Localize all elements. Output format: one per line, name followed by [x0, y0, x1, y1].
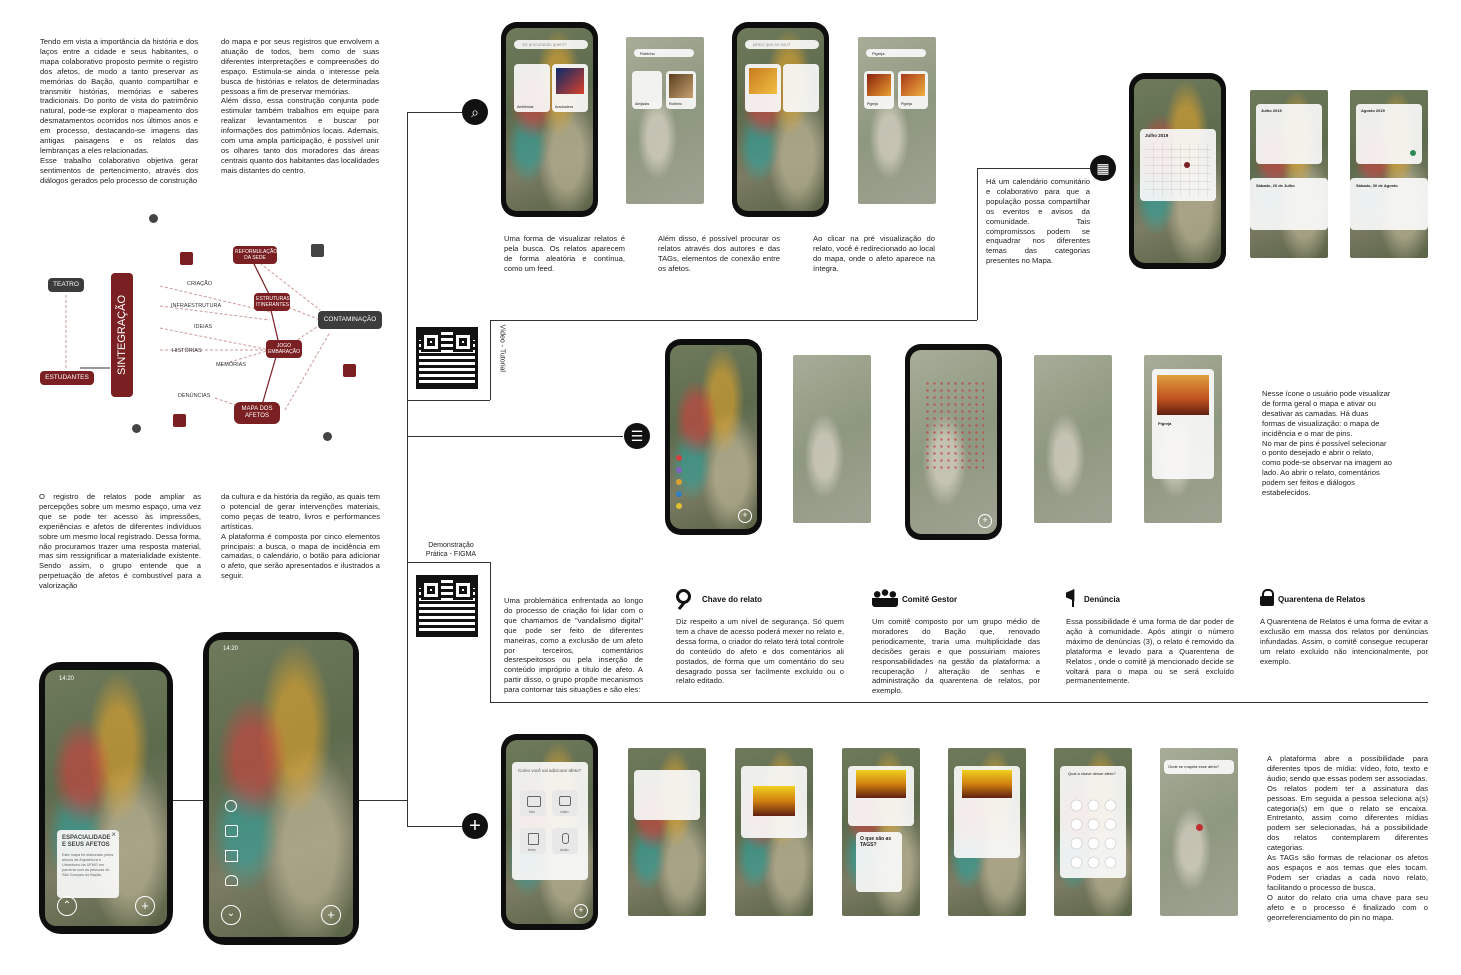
audio-option[interactable]: [552, 828, 578, 854]
screen-relato-open: [1144, 355, 1222, 523]
lock-icon-body: [1260, 596, 1274, 606]
popup-text: Este mapa foi elaborado pelos alunos de Arquitetura e Urbanismo da UFMG em parceria com as pessoas de São Gonçalo do Bação.: [62, 853, 114, 877]
deco-square: [311, 244, 324, 257]
calendar-month: Julho 2019: [1261, 108, 1282, 113]
label-denuncias: DENÚNCIAS: [178, 393, 211, 399]
add-text: [1267, 754, 1428, 922]
add-icon[interactable]: +: [574, 904, 588, 918]
sintegracao-label: SINTEGRAÇÃO: [116, 294, 128, 376]
relato-card[interactable]: [1152, 369, 1214, 479]
result-card-label: Aleijadas: [635, 102, 650, 106]
problem-text: Uma problemática enfrentada ao longo do processo de criação foi lidar com o que chamamos de "vandalismo digital" que pode ser feito de diferentes maneiras, como a exclusão de um afeto por terceiros, comentários desrespeitosos ou pela inserção de conteúdo impróprio a título de afeto. A partir disso, o grupo propõe mecanismos para contornar tais situações e são eles:: [504, 596, 643, 695]
phone-search-feed: [501, 22, 598, 217]
photo-option[interactable]: [520, 790, 546, 816]
add-icon[interactable]: +: [462, 813, 488, 839]
layers-icon[interactable]: [225, 825, 238, 837]
preview-image: [962, 770, 1012, 798]
figma-label: Demonstração Prática - FIGMA: [425, 542, 477, 558]
result-card[interactable]: [898, 71, 928, 109]
preview-modal: [954, 766, 1020, 858]
deco-dot: [132, 424, 141, 433]
map-screen: [735, 748, 813, 916]
map-screen: [506, 28, 593, 211]
mechanism-title: Quarentena de Relatos: [1278, 595, 1366, 604]
preview-image: [753, 786, 795, 816]
connector: [490, 320, 977, 321]
connector: [407, 112, 408, 826]
result-card-image: [669, 74, 693, 98]
figma-qr-code[interactable]: [416, 575, 478, 637]
map-screen: [1144, 355, 1222, 523]
add-text-p4: O autor do relato cria uma chave para seu afeto e o processo é finalizado com o georreferenciamento do pin no mapa.: [1267, 892, 1428, 922]
label-criacao: CRIAÇÃO: [187, 281, 213, 287]
result-card-image: [901, 74, 925, 96]
add-question: Como você vai adicionar afeto?: [518, 768, 582, 773]
calendar-month: Agosto 2019: [1361, 108, 1385, 113]
connector: [173, 800, 203, 801]
registro-col2: [221, 492, 380, 581]
search-bar[interactable]: [634, 49, 694, 57]
screen-search-result: [858, 37, 936, 204]
layer-toggle-blue[interactable]: [676, 491, 682, 497]
connector: [977, 168, 1090, 169]
map-screen: [948, 748, 1026, 916]
map-screen: [793, 355, 871, 523]
event-date: Sábado, 20 de Julho: [1256, 183, 1295, 188]
text-option[interactable]: [520, 828, 546, 854]
contaminacao-node: CONTAMINAÇÃO: [318, 311, 382, 329]
screen-calendar-august: [1350, 90, 1428, 258]
map-screen: [626, 37, 704, 204]
chevron-up-icon[interactable]: ⌃: [57, 896, 77, 916]
map-screen: [1134, 79, 1221, 263]
today-marker: [1410, 150, 1416, 156]
calendar-month: Julho 2019: [1145, 133, 1169, 138]
phone-layers-pins: [905, 344, 1002, 540]
deco-square: [180, 252, 193, 265]
result-card-label: Pigreja: [867, 102, 878, 106]
feed-card[interactable]: [783, 64, 819, 112]
add-icon[interactable]: +: [321, 905, 341, 925]
pin-cluster: [924, 380, 984, 470]
deco-dot: [323, 432, 332, 441]
connector: [407, 112, 462, 113]
map-screen: [1054, 748, 1132, 916]
video-icon: [559, 796, 571, 806]
phone-add-media: [501, 734, 598, 930]
camera-icon: [527, 796, 541, 807]
label-historias: HISTÓRIAS: [172, 348, 202, 354]
microphone-icon: [562, 833, 569, 844]
mechanism-text: A Quarentena de Relatos é uma forma de evitar a exclusão em massa dos relatos por denúncias infundadas. Assim, o comitê consegue recuperar um relato excluído não intencionalmente, por exemplo.: [1260, 617, 1428, 666]
layer-toggle-purple[interactable]: [676, 467, 682, 473]
phone-main-map: [203, 632, 359, 945]
screen-add-location: [1160, 748, 1238, 916]
search-query: Pigreja: [872, 51, 885, 56]
connector: [407, 826, 462, 827]
screen-add-2: [628, 748, 706, 916]
video-option-label: vídeo: [560, 810, 569, 814]
search-bar[interactable]: [514, 40, 588, 49]
screen-add-3: [735, 748, 813, 916]
layer-toggle-red[interactable]: [676, 455, 682, 461]
mechanism-title: Denúncia: [1084, 595, 1121, 604]
screen-layers-4: [1034, 355, 1112, 523]
video-label: Vídeo - Tutorial: [498, 324, 506, 372]
search-caption-1: Uma forma de visualizar relatos é pela busca. Os relatos aparecem de forma aleatória e contínua, como um feed.: [504, 234, 625, 273]
connector: [407, 562, 490, 563]
keypad-modal: [1060, 766, 1126, 878]
feed-card[interactable]: [552, 64, 588, 112]
connector: [407, 400, 490, 401]
chevron-down-icon[interactable]: ⌄: [221, 905, 241, 925]
map-screen: [1350, 90, 1428, 258]
users-icon[interactable]: [225, 875, 238, 886]
event-date: Sábado, 30 de Agosto: [1356, 183, 1398, 188]
status-time: 14:20: [223, 646, 239, 652]
search-caption-3: Ao clicar na pré visualização do relato, você é redirecionado ao local do mapa, onde o afeto aparece na íntegra.: [813, 234, 935, 273]
screen-add-5: [948, 748, 1026, 916]
preview-modal: [741, 766, 807, 838]
keypad[interactable]: [1068, 796, 1118, 872]
search-bar[interactable]: [745, 40, 819, 49]
search-icon[interactable]: [225, 800, 237, 812]
feed-card-label: Ambiência: [517, 105, 534, 109]
phone-calendar: [1129, 73, 1226, 269]
event-list[interactable]: [1250, 178, 1328, 230]
map-screen: [858, 37, 936, 204]
intro-col2-p1: do mapa e por seus registros que envolvem a atuação de todos, bem como de suas diferentes interpretações e compreensões do espaço. Estimula-se ainda o interesse pela busca de histórias e relatos de determinadas pessoas a fim de preservar memórias.: [221, 37, 379, 96]
add-icon[interactable]: +: [135, 896, 155, 916]
map-screen: [842, 748, 920, 916]
tags-popup: [856, 832, 902, 892]
label-memorias: MEMÓRIAS: [216, 362, 246, 368]
location-prompt: [1164, 760, 1234, 774]
result-card-label: Robinho: [669, 102, 683, 106]
map-screen: [628, 748, 706, 916]
add-text-p2: Os relatos podem ter a assinatura das pessoas. Em seguida a pessoa seleciona a(s) categoria(s) em que o relato se encaixa. Entretanto, assim como diferentes mídias podem ser selecionadas, há a possibilidade dos relatos contemplarem diferentes categorias.: [1267, 783, 1428, 853]
feed-card[interactable]: [514, 64, 550, 112]
connector: [359, 800, 408, 801]
map-screen: [670, 345, 757, 529]
connector: [490, 320, 491, 400]
result-card[interactable]: [666, 71, 696, 109]
result-card[interactable]: [632, 71, 662, 109]
map-screen: [1160, 748, 1238, 916]
registro-col1-p1: O registro de relatos pode ampliar as percepções sobre um mesmo espaço, uma vez que se pode ter acesso às impressões, experiências e afetos de diferentes indivíduos sobre um mesmo local registrado. Dessa forma, não procuramos trazer uma resposta material, mas sim ressignificar a materialidade existente. Sendo assim, o grupo entende que a perpetuação de afetos é combustível para a valorização: [39, 492, 201, 591]
map-screen: [1250, 90, 1328, 258]
mechanism-text: Essa possibilidade é uma forma de dar poder de ação à comunidade. Após atingir o número máximo de denúncias (3), o relato é removido da plataforma e levado para a Quarentena de Relatos , onde o comitê já mencionado decide se voltará para o mapa ou se será excluído permanentemente.: [1066, 617, 1234, 686]
layers-text-p2: No mar de pins é possível selecionar o ponto desejado e abrir o relato, como pode-se observar na imagem ao lado. Ao abrir o relato, comentários podem ser feitos e diálogos estabelecidos.: [1262, 438, 1393, 498]
add-icon[interactable]: +: [978, 514, 992, 528]
add-text-p1: A plataforma abre a possibilidade para diferentes tipos de mídia: vídeo, foto, texto e áudio; sendo que essas podem ser associadas.: [1267, 754, 1428, 783]
intro-col2: [221, 37, 379, 176]
registro-col2-p2: A plataforma é composta por cinco elementos principais: a busca, o mapa de incidência em camadas, o calendário, o botão para adicionar o afeto, que serão apresentados e ilustrados a seguir.: [221, 531, 380, 581]
phone-intro-popup: [39, 662, 173, 934]
result-card-image: [867, 74, 891, 96]
mechanism-text: Diz respeito a um nível de segurança. Só quem tem a chave de acesso poderá mexer no relato e, dessa forma, o criador do relato terá total controle do conteúdo do afeto e dos comentários ali postados, de forma que um comentário do seu desagrado possa ser facilmente excluído ou o relato editado.: [676, 617, 844, 686]
deco-square: [173, 414, 186, 427]
layer-toggle-yellow[interactable]: [676, 503, 682, 509]
event-list[interactable]: [1350, 178, 1428, 230]
add-text-p3: As TAGs são formas de relacionar os afetos aos espaços e aos temas que eles tocam. Podem ser criadas a cada novo relato, facilitando o processo de busca.: [1267, 853, 1428, 892]
estruturas-node: ESTRUTURAS ITINERANTES: [254, 293, 290, 311]
screen-search-author: [626, 37, 704, 204]
search-bar[interactable]: [866, 49, 926, 57]
location-question: Onde se mapeia esse afeto?: [1168, 764, 1220, 769]
add-icon[interactable]: +: [738, 509, 752, 523]
map-screen: [1034, 355, 1112, 523]
relato-image: [1157, 375, 1209, 415]
map-screen: [506, 740, 593, 924]
label-ideias: IDEIAS: [194, 324, 213, 330]
search-icon[interactable]: ⌕: [462, 99, 488, 125]
calendar-grid: [1145, 143, 1211, 197]
reformulacao-node: REFORMULAÇÃO DA SEDE: [233, 246, 277, 264]
relato-title: Pigreja: [1158, 421, 1172, 426]
preview-image: [856, 770, 906, 798]
result-card[interactable]: [864, 71, 894, 109]
feed-card-image: [749, 68, 777, 94]
key-icon-stem: [678, 602, 685, 610]
registro-col2-p1: da cultura e da história da região, as quais tem o potencial de gerar intervenções materiais, como peças de teatro, livros e performances artísticas.: [221, 492, 380, 531]
mechanism-title: Chave do relato: [702, 595, 763, 604]
sintegracao-node: [111, 273, 133, 397]
intro-col1-p2: Esse trabalho colaborativo objetiva gerar sentimentos de pertencimento, através dos diálogos gerados pelo processo de construção: [40, 155, 198, 185]
megaphone-icon-handle: [1072, 599, 1074, 607]
deco-dot: [149, 214, 158, 223]
calendar-text: Há um calendário comunitário e colaborativo para que a população possa compartilhar os eventos e avisos da comunidade. Tais compromissos podem se enquadrar nos diferentes temas das categorias presentes no Mapa.: [986, 177, 1090, 266]
video-option[interactable]: [552, 790, 578, 816]
sintegracao-diagram: [30, 200, 390, 450]
feed-card[interactable]: [745, 64, 781, 112]
feed-card-image: [556, 68, 584, 94]
teatro-node: TEATRO: [48, 278, 84, 292]
registro-col1: [39, 492, 201, 591]
deco-square: [343, 364, 356, 377]
intro-col1: [40, 37, 198, 186]
map-screen: [910, 350, 997, 534]
mechanism-title: Comitê Gestor: [902, 595, 958, 604]
group-icon: [872, 589, 898, 607]
pencil-icon: [528, 833, 539, 845]
connector: [407, 436, 623, 437]
map-screen: [45, 670, 167, 926]
phone-search-tags: [732, 22, 829, 217]
audio-option-label: áudio: [560, 848, 569, 852]
layers-text-p1: Nesse ícone o usuário pode visualizar de forma geral o mapa e ativar ou desativar as camadas. Há duas formas de visualização: o mapa de incidência e o mar de pins.: [1262, 389, 1391, 438]
calendar-icon[interactable]: ▦: [1090, 155, 1116, 181]
feed-card-label: Arachadera: [555, 105, 574, 109]
screen-add-key: [1054, 748, 1132, 916]
search-query: Robinho: [640, 51, 655, 56]
intro-col2-p2: Além disso, essa construção conjunta pode estimular também trabalhos em equipe para realizar levantamentos e buscar por informações dos patrimônios locais. Ademais, com uma ampla participação, é possível unir os olhares tanto dos moradores das áreas centrais quanto dos habitantes das localidades mais distantes do centro.: [221, 96, 379, 175]
map-screen: [209, 640, 353, 937]
connector: [977, 168, 978, 320]
screen-calendar-july: [1250, 90, 1328, 258]
result-card-label: Pigreja: [901, 102, 912, 106]
video-qr-code[interactable]: [416, 327, 478, 389]
preview-modal: [848, 766, 914, 826]
search-query: pintor que eu sou?: [753, 42, 791, 47]
search-placeholder: Só procurando quem?: [522, 42, 567, 47]
layer-toggle-orange[interactable]: [676, 479, 682, 485]
mechanism-text: Um comitê composto por um grupo médio de moradores do Bação que, renovado periodicamente, traria uma multiplicidade das decisões gerais e que possuiriam maiores responsabilidades na gestão da plataforma: a recuperação / alteração de senhas e administração da quarentena de relatos, por exemplo.: [872, 617, 1040, 696]
popup-title: ESPACIALIDADE E SEUS AFETOS: [62, 835, 111, 848]
layers-icon[interactable]: ☰: [624, 423, 650, 449]
text-option-label: texto: [528, 848, 536, 852]
mapa-node: MAPA DOS AFETOS: [234, 402, 280, 424]
connector: [490, 562, 491, 702]
phone-layers-1: [665, 339, 762, 535]
intro-col1-p1: Tendo em vista a importância da história e dos laços entre a cidade e seus habitantes, o mapa colaborativo proposto permite o registro dos afetos, de modo a tanto preservar as memórias do Bação, quanto compartilhar e transmitir histórias, memórias e saberes tradicionais. Do ponto de vista do patrimônio natural, pode-se explorar o mapeamento dos desmatamentos ocorridos nos últimos anos e em processo, destacando-se imagens das antigas paisagens e os relatos das lembranças a eles relacionadas.: [40, 37, 198, 155]
popup-close-icon[interactable]: ×: [111, 830, 116, 839]
layers-text: [1262, 389, 1392, 498]
map-pin-icon[interactable]: [1196, 824, 1203, 831]
calendar-icon[interactable]: [225, 850, 238, 862]
screen-add-tags: [842, 748, 920, 916]
today-marker: [1184, 162, 1190, 168]
add-modal: [634, 770, 700, 820]
map-screen: [737, 28, 824, 211]
label-infraestrutura: INFRAESTRUTURA: [171, 303, 222, 309]
tags-question: O que são as TAGS?: [860, 836, 892, 848]
photo-option-label: foto: [529, 810, 535, 814]
estudantes-node: ESTUDANTES: [40, 371, 94, 385]
intro-popup: [57, 830, 119, 898]
status-time: 14:20: [59, 676, 75, 682]
connector: [490, 702, 1428, 703]
calendar-widget[interactable]: [1256, 104, 1322, 164]
search-caption-2: Além disso, é possível procurar os relatos através dos autores e das TAGs, elementos de conexão entre os afetos.: [658, 234, 780, 273]
key-question: Qual a chave desse afeto?: [1068, 771, 1116, 776]
add-modal: [512, 762, 588, 880]
screen-layers-2: [793, 355, 871, 523]
calendar-widget[interactable]: [1356, 104, 1422, 164]
calendar-widget[interactable]: [1140, 129, 1216, 201]
jogo-node: JOGO EMBARAÇÃO: [266, 340, 302, 358]
